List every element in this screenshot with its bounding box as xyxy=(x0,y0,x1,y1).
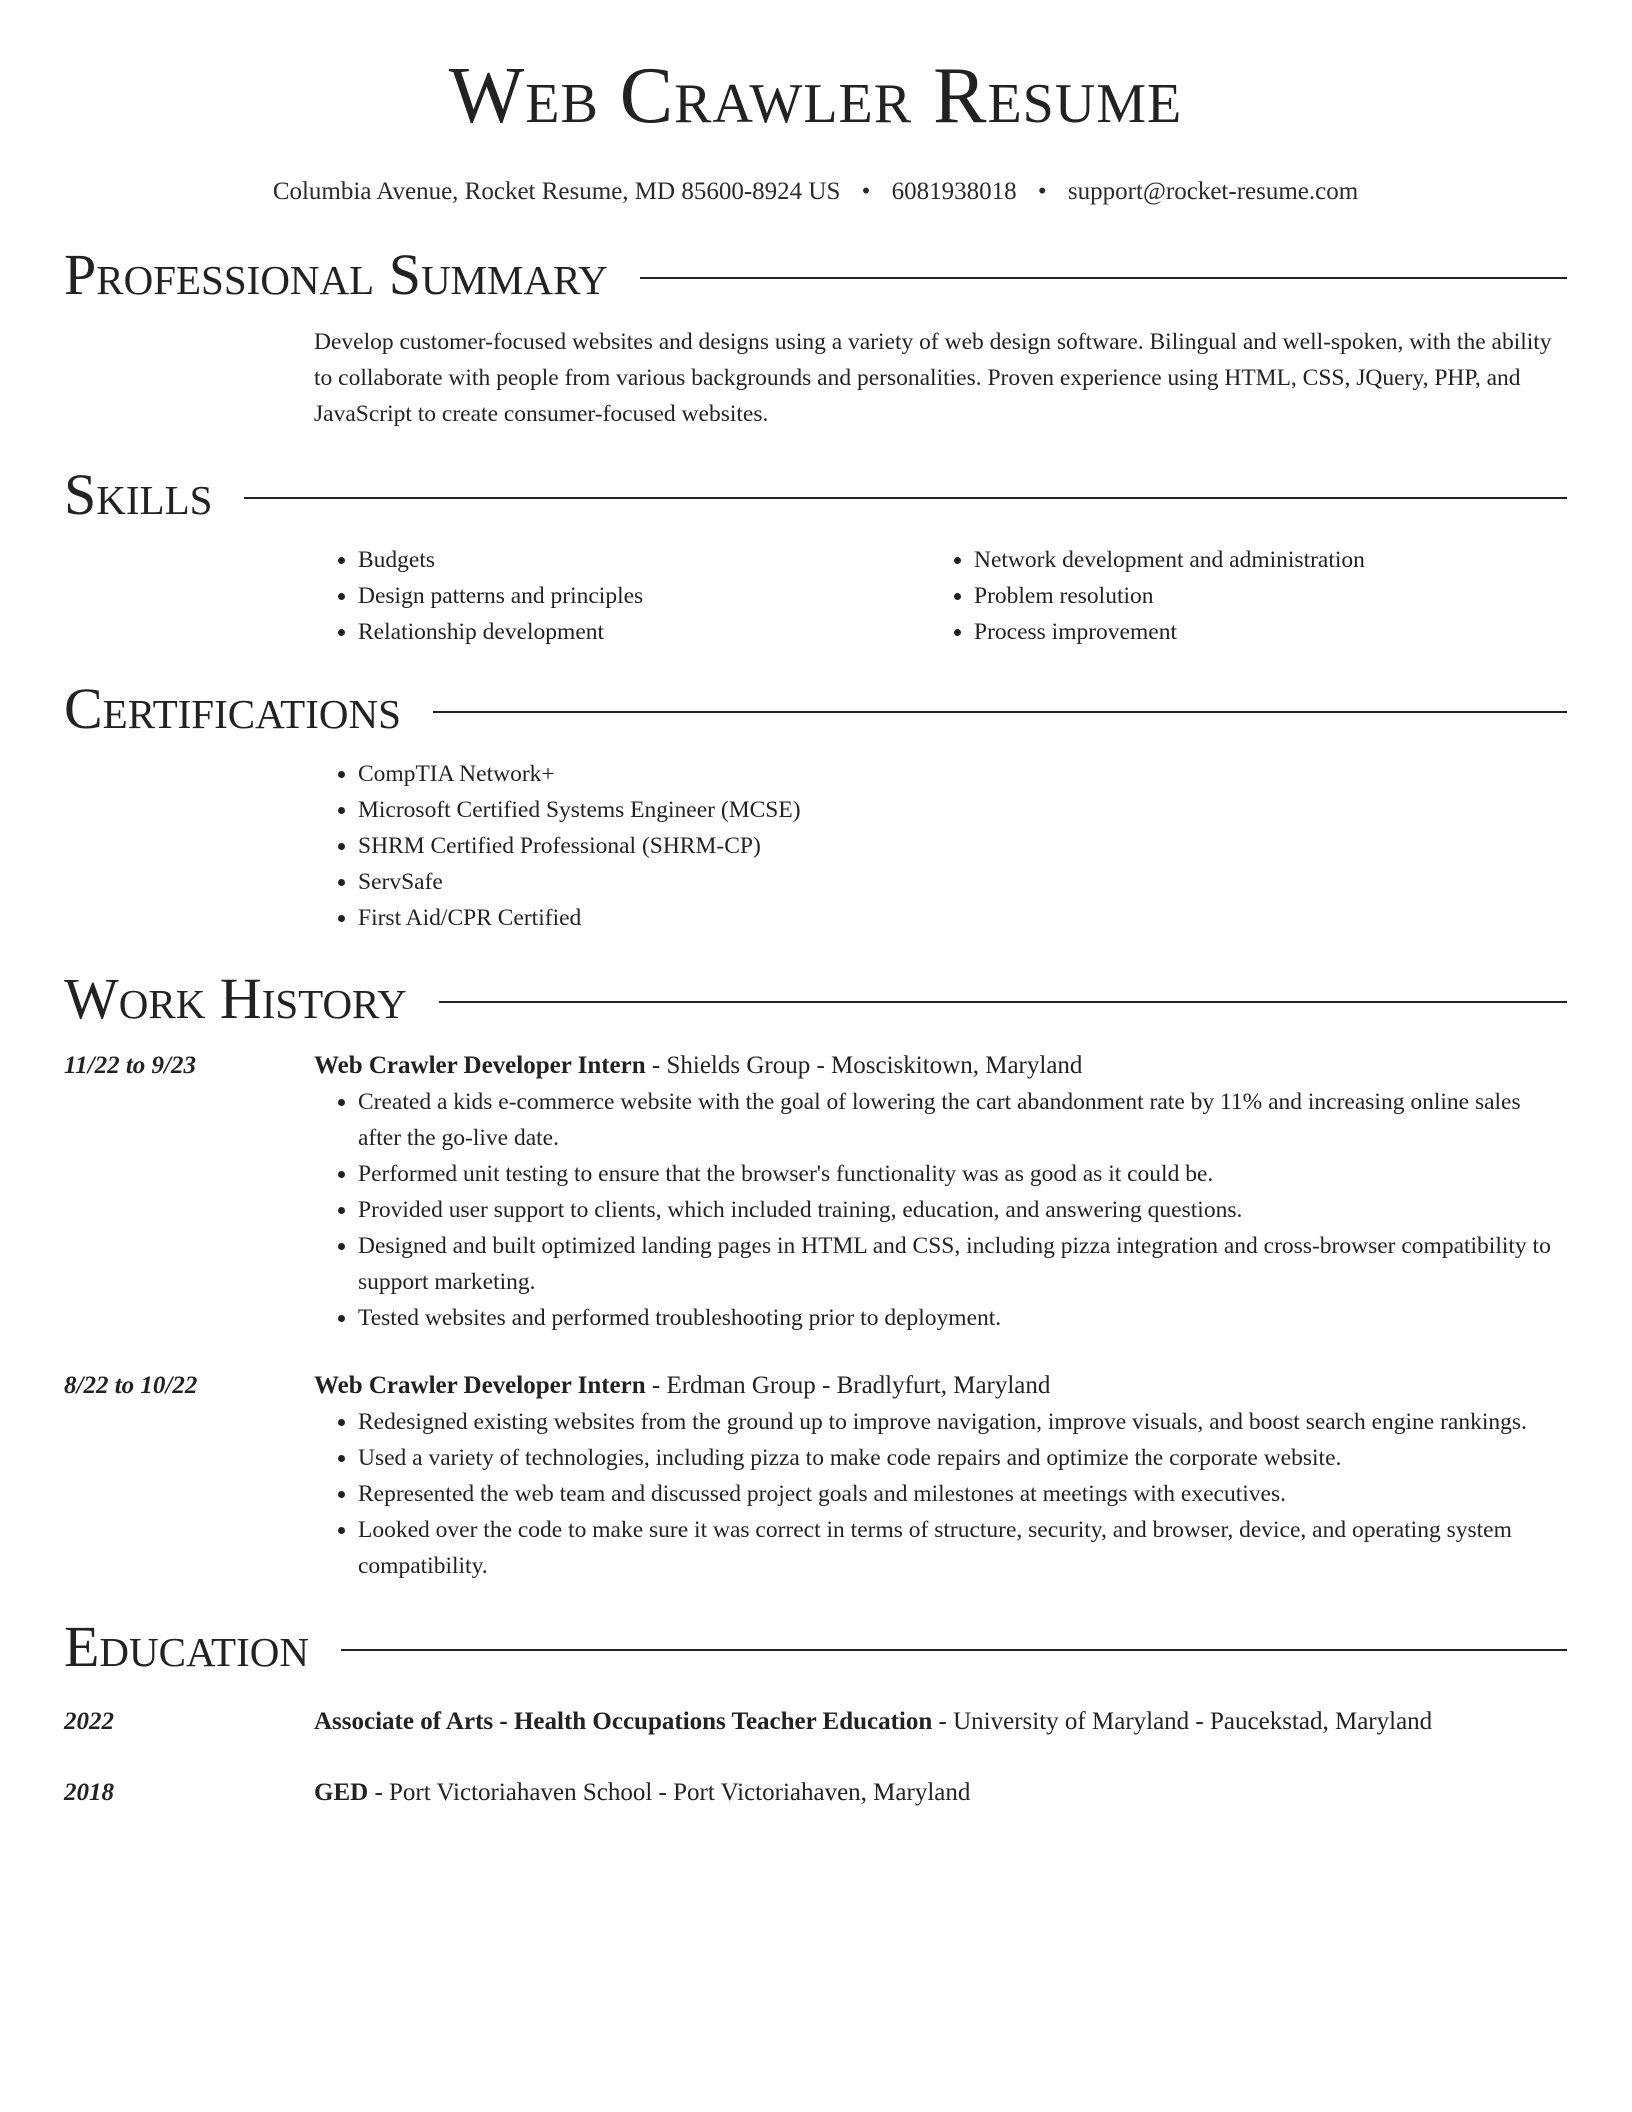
certification-item: • Microsoft Certified Systems Engineer (MCSE) xyxy=(358,792,1567,828)
certifications-section-header xyxy=(64,676,1567,741)
education-details: - University of Maryland - Paucekstad, Maryland xyxy=(932,1708,1433,1735)
education-title: Education xyxy=(64,1614,309,1679)
skills-list xyxy=(314,542,1567,650)
job-dates: 8/22 to 10/22 xyxy=(64,1372,198,1399)
job-bullet: • Provided user support to clients, which included training, education, and answering questions. xyxy=(358,1192,1567,1228)
skill-item: • Design patterns and principles xyxy=(358,578,930,614)
job-details: - Shields Group - Mosciskitown, Maryland xyxy=(645,1052,1083,1079)
resume-name: Web Crawler Resume xyxy=(448,52,1183,140)
certifications-list xyxy=(314,756,1567,936)
skill-item: • Relationship development xyxy=(358,614,930,650)
education-year: 2022 xyxy=(64,1708,114,1735)
skill-item: • Budgets xyxy=(358,542,930,578)
education-section-header xyxy=(64,1614,1567,1679)
job-bullets xyxy=(314,1404,1567,1584)
skill-item: • Process improvement xyxy=(974,614,1546,650)
job-bullet: • Designed and built optimized landing pages in HTML and CSS, including pizza integration and cross-browser compatibility to support marketing. xyxy=(358,1228,1567,1300)
summary-section-header xyxy=(64,242,1567,307)
certification-item: • ServSafe xyxy=(358,864,1567,900)
section-divider xyxy=(439,1001,1567,1003)
job-bullet: • Represented the web team and discussed project goals and milestones at meetings with executives. xyxy=(358,1476,1567,1512)
job-role: Web Crawler Developer Intern xyxy=(314,1372,646,1399)
job-bullet: • Tested websites and performed troubleshooting prior to deployment. xyxy=(358,1300,1567,1336)
certifications-title: Certifications xyxy=(64,676,401,741)
certification-item: • CompTIA Network+ xyxy=(358,756,1567,792)
job-entry xyxy=(64,1368,1567,1584)
contact-address: Columbia Avenue, Rocket Resume, MD 85600-8924 US xyxy=(272,178,841,205)
education-degree: Associate of Arts - Health Occupations Teacher Education xyxy=(314,1708,933,1735)
education-content xyxy=(314,1704,1567,1740)
education-degree: GED xyxy=(314,1779,369,1806)
skill-item: • Problem resolution xyxy=(974,578,1546,614)
education-entry xyxy=(64,1775,1567,1811)
job-role: Web Crawler Developer Intern xyxy=(314,1052,646,1079)
contact-line xyxy=(64,178,1567,206)
job-content xyxy=(314,1368,1567,1584)
education-entry xyxy=(64,1704,1567,1740)
job-bullet: • Used a variety of technologies, including pizza to make code repairs and optimize the corporate website. xyxy=(358,1440,1567,1476)
contact-phone: 6081938018 xyxy=(891,178,1017,205)
job-bullet: • Looked over the code to make sure it was correct in terms of structure, security, and browser, device, and operating system compatibility. xyxy=(358,1512,1567,1584)
work-section-header xyxy=(64,966,1567,1031)
job-bullet: • Created a kids e-commerce website with the goal of lowering the cart abandonment rate by 11% and increasing online sales after the go-live date. xyxy=(358,1084,1567,1156)
job-bullet: • Redesigned existing websites from the ground up to improve navigation, improve visuals, and boost search engine rankings. xyxy=(358,1404,1567,1440)
skills-section-header xyxy=(64,462,1567,527)
education-year: 2018 xyxy=(64,1779,114,1806)
job-details: - Erdman Group - Bradlyfurt, Maryland xyxy=(645,1372,1051,1399)
summary-text: Develop customer-focused websites and designs using a variety of web design software. Bilingual and well-spoken, with the ability to collaborate with people from various backgrounds and personalities. Proven experience using HTML, CSS, JQuery, PHP, and JavaScript to create consumer-focused websites. xyxy=(314,329,1552,427)
job-bullets xyxy=(314,1084,1567,1336)
job-heading xyxy=(314,1048,1567,1084)
section-divider xyxy=(640,277,1567,279)
section-divider xyxy=(341,1649,1567,1651)
summary-title: Professional Summary xyxy=(64,242,608,307)
certification-item: • SHRM Certified Professional (SHRM-CP) xyxy=(358,828,1567,864)
education-content xyxy=(314,1775,1567,1811)
skills-column-left xyxy=(314,542,930,650)
contact-separator: • xyxy=(861,178,871,205)
job-dates: 11/22 to 9/23 xyxy=(64,1052,196,1079)
contact-email: support@rocket-resume.com xyxy=(1067,178,1359,205)
certification-item: • First Aid/CPR Certified xyxy=(358,900,1567,936)
job-entry xyxy=(64,1048,1567,1336)
skills-title: Skills xyxy=(64,462,213,527)
job-content xyxy=(314,1048,1567,1336)
skill-item: • Network development and administration xyxy=(974,542,1546,578)
job-heading xyxy=(314,1368,1567,1404)
education-details: - Port Victoriahaven School - Port Victoriahaven, Maryland xyxy=(368,1779,971,1806)
skills-column-right xyxy=(930,542,1546,650)
work-title: Work History xyxy=(64,966,407,1031)
section-divider xyxy=(433,711,1567,713)
section-divider xyxy=(244,497,1567,499)
contact-separator: • xyxy=(1037,178,1047,205)
resume-page xyxy=(64,0,1567,1811)
job-bullet: • Performed unit testing to ensure that the browser's functionality was as good as it could be. xyxy=(358,1156,1567,1192)
